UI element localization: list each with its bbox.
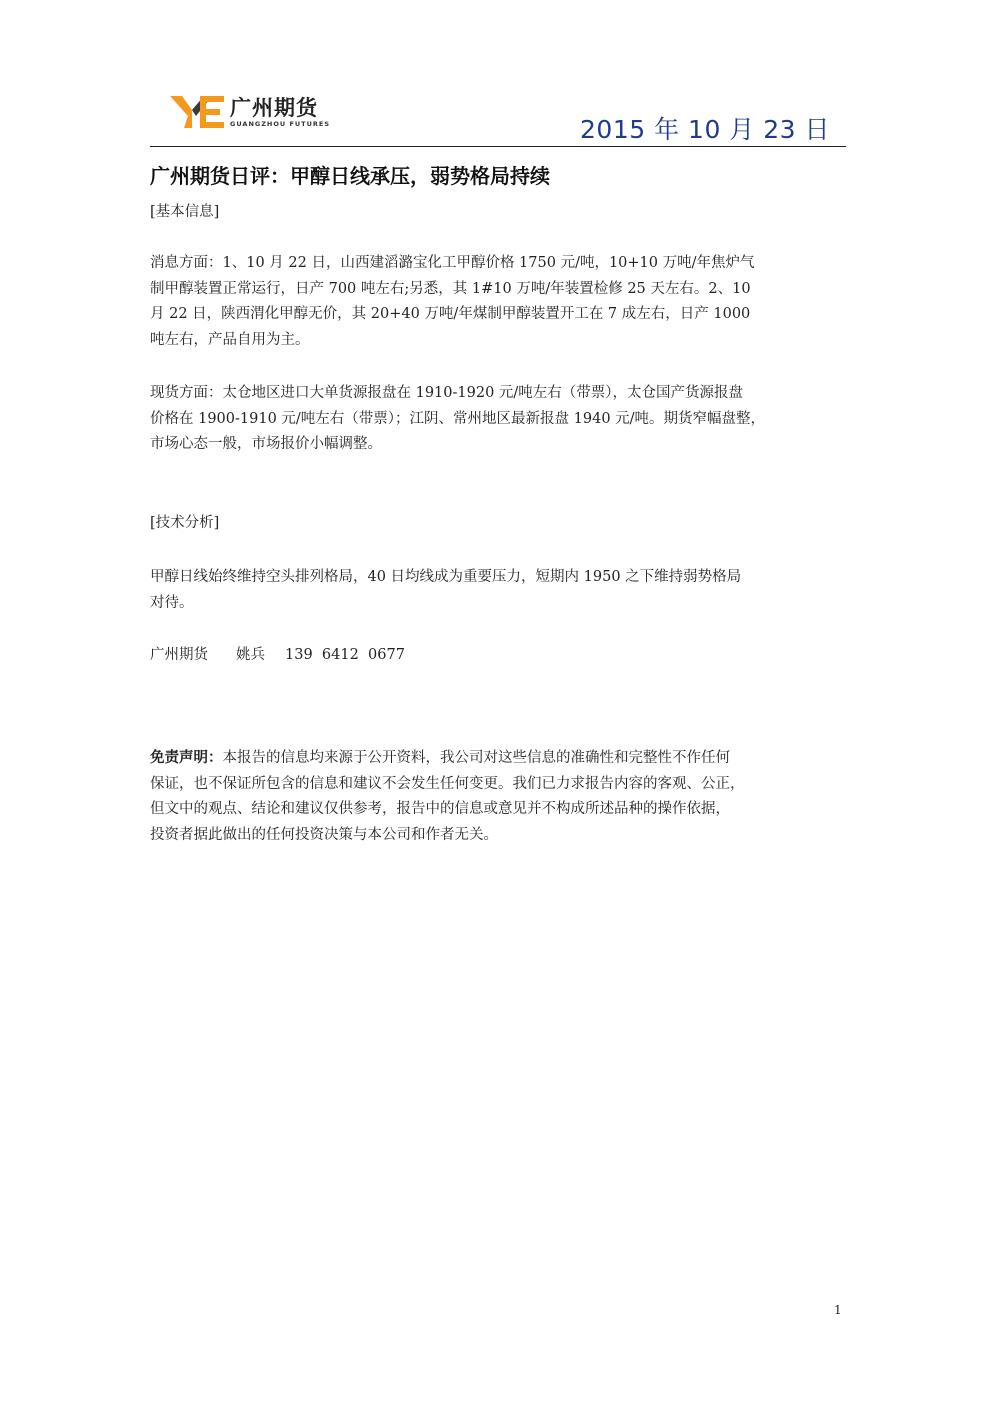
paragraph-line: 投资者据此做出的任何投资决策与本公司和作者无关。	[150, 826, 498, 843]
paragraph-line: 消息方面：1、10 月 22 日，山西建滔潞宝化工甲醇价格 1750 元/吨，10+10 万吨/年焦炉气	[150, 255, 755, 271]
paragraph-line: 月 22 日，陕西渭化甲醇无价，其 20+40 万吨/年煤制甲醇装置开工在 7 成左右，日产 1000	[150, 306, 751, 322]
section-heading: [基本信息]	[150, 204, 220, 220]
company-logo	[170, 88, 340, 132]
logo-english-name: GUANGZHOU FUTURES	[230, 120, 330, 128]
paragraph-line: 制甲醇装置正常运行，日产 700 吨左右;另悉，其 1#10 万吨/年装置检修 25 天左右。2、10	[150, 280, 751, 297]
section-heading: [技术分析]	[150, 515, 220, 531]
paragraph-line: 对待。	[150, 594, 194, 611]
disclaimer-paragraph	[150, 746, 844, 848]
paragraph-line: 吨左右，产品自用为主。	[150, 331, 310, 348]
basic-info-heading	[150, 200, 844, 226]
contact-phone: 139 6412 0677	[285, 647, 405, 663]
page-number: 1	[834, 1303, 842, 1317]
news-paragraph	[150, 251, 844, 353]
contact-line	[150, 643, 844, 669]
contact-company: 广州期货	[150, 647, 208, 663]
technical-heading	[150, 511, 844, 537]
paragraph-line: 本报告的信息均来源于公开资料，我公司对这些信息的准确性和完整性不作任何	[222, 750, 730, 766]
header-divider	[150, 146, 846, 147]
disclaimer-label: 免责声明：	[150, 750, 223, 766]
technical-paragraph	[150, 565, 844, 616]
page-header	[150, 84, 846, 148]
logo-mark-icon	[170, 90, 226, 130]
contact-analyst: 姚兵	[236, 647, 265, 663]
report-date: 2015 年 10 月 23 日	[580, 115, 830, 144]
report-title: 广州期货日评：甲醇日线承压，弱势格局持续	[150, 164, 550, 188]
paragraph-line: 市场心态一般，市场报价小幅调整。	[150, 436, 382, 452]
spot-paragraph	[150, 381, 844, 458]
paragraph-line: 价格在 1900-1910 元/吨左右（带票）；江阴、常州地区最新报盘 1940 元/吨。期货窄幅盘整，	[150, 410, 766, 427]
paragraph-line: 现货方面：太仓地区进口大单货源报盘在 1910-1920 元/吨左右（带票），太仓国产货源报盘	[150, 385, 744, 401]
paragraph-line: 但文中的观点、结论和建议仅供参考，报告中的信息或意见并不构成所述品种的操作依据，	[150, 801, 730, 817]
logo-chinese-name: 广州期货	[230, 96, 318, 120]
paragraph-line: 甲醇日线始终维持空头排列格局，40 日均线成为重要压力，短期内 1950 之下维持弱势格局	[150, 569, 742, 585]
paragraph-line: 保证，也不保证所包含的信息和建议不会发生任何变更。我们已力求报告内容的客观、公正，	[150, 775, 745, 792]
